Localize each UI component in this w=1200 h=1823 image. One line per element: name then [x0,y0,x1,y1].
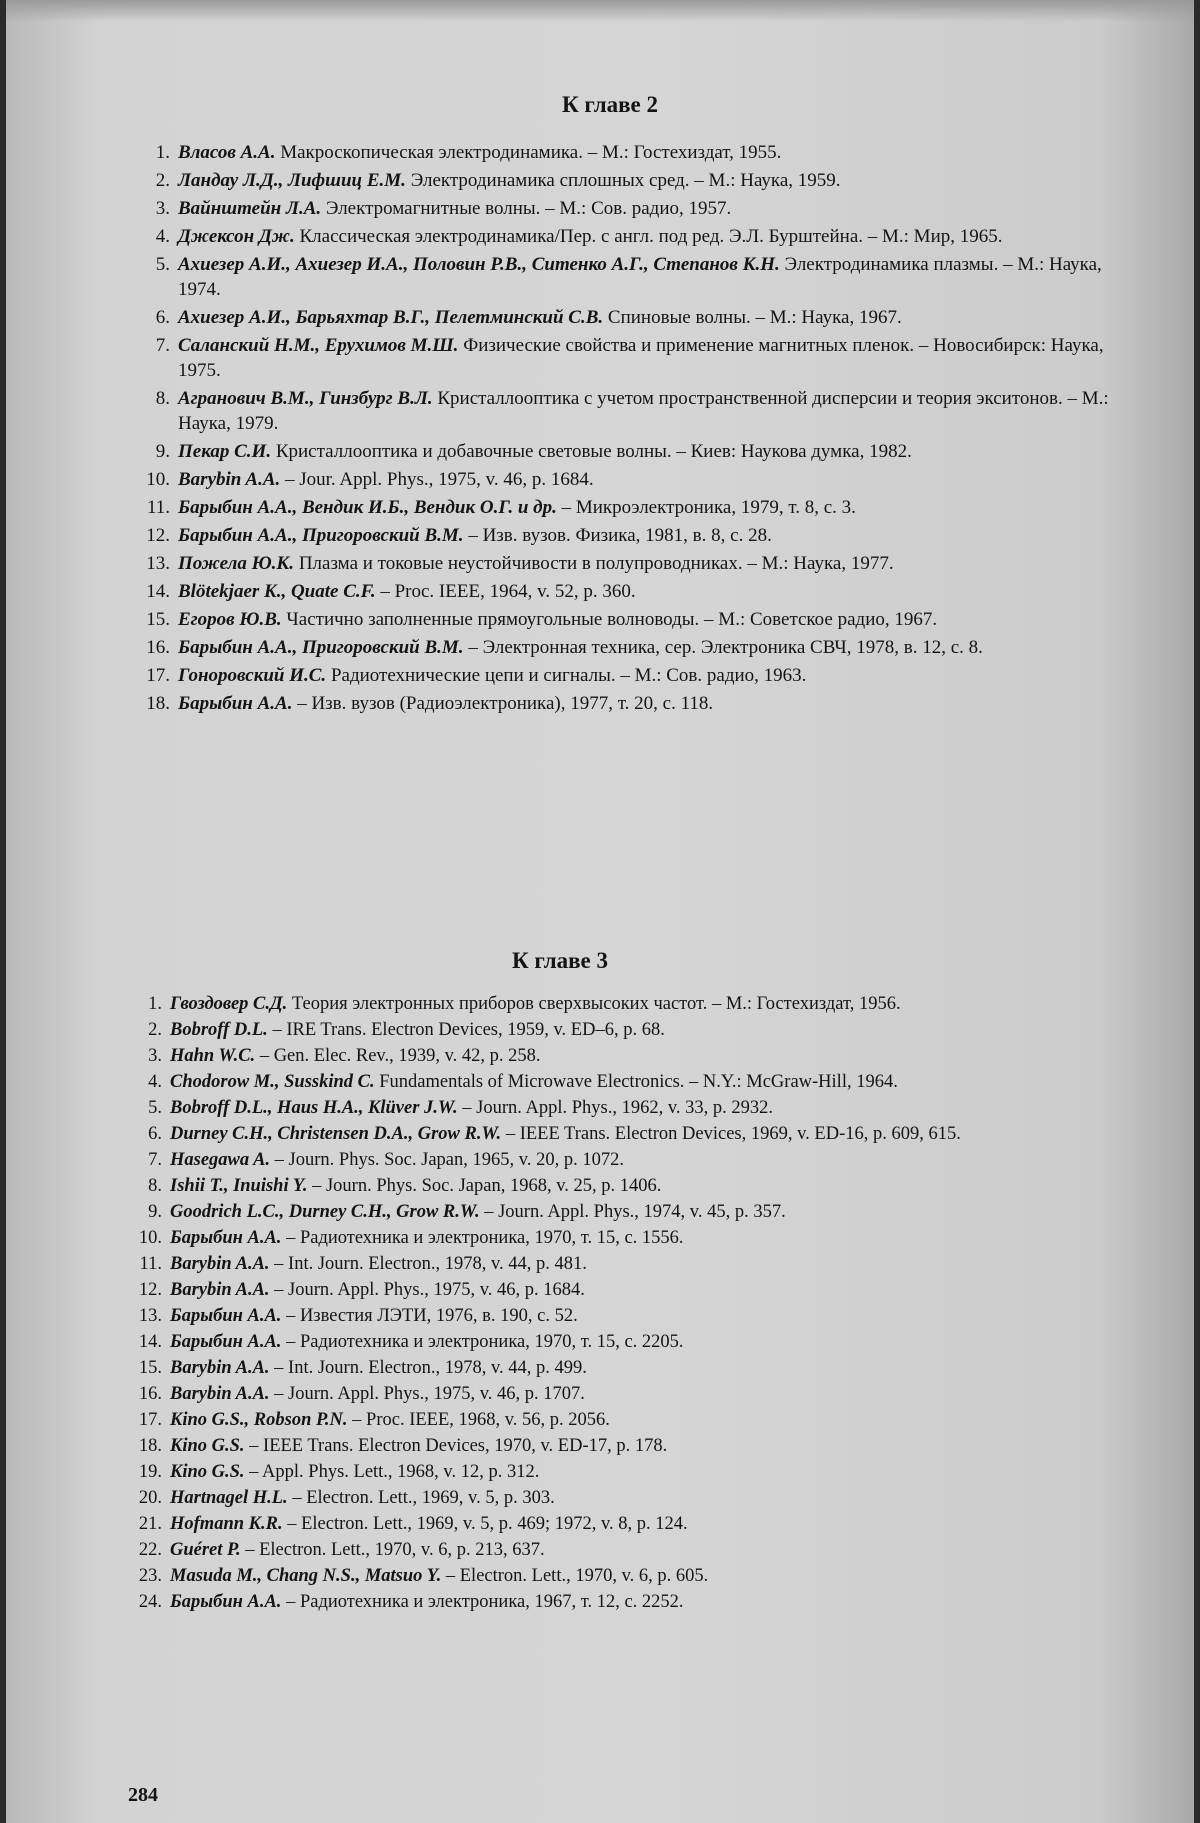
reference-authors: Hasegawa A. [170,1150,271,1170]
reference-item [118,1408,1128,1432]
reference-text: – Journ. Appl. Phys., 1974, v. 45, p. 357. [479,1202,786,1222]
reference-text: – Int. Journ. Electron., 1978, v. 44, p. 481. [269,1254,587,1274]
reference-authors: Chodorow M., Susskind C. [170,1072,375,1092]
reference-number: 4. [148,1072,162,1092]
reference-item [118,1564,1128,1588]
reference-text: – Electron. Lett., 1970, v. 6, p. 605. [441,1566,709,1586]
reference-text: Электродинамика сплошных сред. – М.: Наука, 1959. [405,170,841,191]
reference-authors: Bobroff D.L., Haus H.A., Klüver J.W. [170,1098,458,1118]
reference-authors: Барыбин А.А., Пригоровский В.М. [178,525,464,546]
reference-text: Электромагнитные волны. – М.: Сов. радио, 1957. [321,198,732,219]
reference-text: – Proc. IEEE, 1968, v. 56, p. 2056. [347,1410,610,1430]
reference-item [118,1070,1128,1094]
reference-number: 16. [138,1384,162,1404]
reference-item [118,1538,1128,1562]
reference-text: – Electron. Lett., 1970, v. 6, p. 213, 637. [240,1540,545,1560]
reference-number: 22. [138,1540,162,1560]
reference-number: 1. [155,142,170,163]
reference-number: 14. [138,1332,162,1352]
reference-number: 10. [146,469,170,490]
reference-text: – Радиотехника и электроника, 1970, т. 15, с. 1556. [281,1228,684,1248]
reference-text: Кристаллооптика с учетом пространственной дисперсии и теория экситонов. – М.: Наука, 1979. [178,388,1109,434]
reference-item [118,1278,1128,1302]
section-heading: К главе 2 [562,92,658,117]
reference-authors: Blötekjaer K., Quate C.F. [178,581,376,602]
reference-text: Частично заполненные прямоугольные волноводы. – М.: Советское радио, 1967. [281,609,938,630]
section-chapter-3 [6,948,1194,1616]
reference-authors: Ахиезер А.И., Барьяхтар В.Г., Пелетминский С.В. [178,307,604,328]
reference-item [126,386,1136,436]
reference-number: 6. [155,307,170,328]
reference-text: Спиновые волны. – М.: Наука, 1967. [603,307,902,328]
reference-number: 18. [138,1436,162,1456]
reference-item [126,305,1136,330]
reference-number: 15. [138,1358,162,1378]
reference-number: 12. [138,1280,162,1300]
reference-item [126,439,1136,464]
reference-number: 13. [146,553,170,574]
reference-item [126,196,1136,221]
reference-authors: Барыбин А.А. [170,1332,282,1352]
reference-authors: Вайнштейн Л.А. [178,198,322,219]
reference-authors: Джексон Дж. [178,226,295,247]
reference-text: – Electron. Lett., 1969, v. 5, p. 303. [287,1488,555,1508]
reference-text: – Journ. Appl. Phys., 1975, v. 46, p. 1707. [269,1384,585,1404]
reference-authors: Hofmann K.R. [170,1514,283,1534]
reference-item [126,333,1136,383]
reference-authors: Саланский Н.М., Ерухимов М.Ш. [178,335,459,356]
reference-authors: Барыбин А.А., Пригоровский В.М. [178,637,464,658]
reference-number: 21. [138,1514,162,1534]
reference-item [126,579,1136,604]
reference-list [118,992,1128,1614]
reference-item [118,1122,1128,1146]
reference-text: Кристаллооптика и добавочные световые волны. – Киев: Наукова думка, 1982. [271,441,912,462]
reference-number: 17. [146,665,170,686]
reference-number: 13. [138,1306,162,1326]
reference-item [118,1044,1128,1068]
reference-text: – Journ. Phys. Soc. Japan, 1965, v. 20, p. 1072. [270,1150,624,1170]
reference-authors: Barybin A.A. [178,469,281,490]
reference-item [118,1252,1128,1276]
reference-authors: Barybin A.A. [170,1358,270,1378]
reference-number: 9. [148,1202,162,1222]
reference-authors: Барыбин А.А. [178,693,293,714]
reference-authors: Ishii T., Inuishi Y. [170,1176,308,1196]
reference-item [118,1174,1128,1198]
reference-item [118,1486,1128,1510]
reference-text: Физические свойства и применение магнитных пленок. – Новосибирск: Наука, 1975. [178,335,1104,381]
reference-text: – Изв. вузов (Радиоэлектроника), 1977, т. 20, с. 118. [292,693,714,714]
reference-authors: Гоноровский И.С. [178,665,327,686]
reference-authors: Барыбин А.А., Вендик И.Б., Вендик О.Г. и др. [178,497,557,518]
reference-text: – Радиотехника и электроника, 1967, т. 12, с. 2252. [281,1592,684,1612]
reference-text: – Proc. IEEE, 1964, v. 52, p. 360. [375,581,636,602]
reference-number: 3. [148,1046,162,1066]
book-page [6,0,1194,1823]
reference-authors: Kino G.S. [170,1462,245,1482]
reference-text: – Appl. Phys. Lett., 1968, v. 12, p. 312. [244,1462,540,1482]
reference-number: 19. [138,1462,162,1482]
reference-item [126,523,1136,548]
reference-text: – Journ. Appl. Phys., 1975, v. 46, p. 1684. [269,1280,585,1300]
reference-item [118,1460,1128,1484]
reference-item [126,140,1136,165]
section-chapter-2 [6,92,1194,719]
reference-authors: Hartnagel H.L. [170,1488,288,1508]
reference-number: 11. [146,497,170,518]
reference-number: 5. [148,1098,162,1118]
reference-item [126,495,1136,520]
reference-item [118,1200,1128,1224]
reference-item [126,691,1136,716]
reference-authors: Барыбин А.А. [170,1592,282,1612]
reference-authors: Barybin A.A. [170,1384,270,1404]
reference-text: Радиотехнические цепи и сигналы. – М.: Сов. радио, 1963. [326,665,807,686]
reference-number: 24. [138,1592,162,1612]
reference-item [126,635,1136,660]
reference-authors: Пожела Ю.К. [178,553,295,574]
reference-authors: Барыбин А.А. [170,1228,282,1248]
reference-authors: Гвоздовер С.Д. [170,994,288,1014]
reference-number: 2. [148,1020,162,1040]
reference-item [126,467,1136,492]
reference-text: – IRE Trans. Electron Devices, 1959, v. ED–6, p. 68. [267,1020,665,1040]
reference-text: – Electron. Lett., 1969, v. 5, p. 469; 1972, v. 8, p. 124. [282,1514,688,1534]
reference-item [126,224,1136,249]
reference-authors: Барыбин А.А. [170,1306,282,1326]
reference-number: 23. [138,1566,162,1586]
reference-number: 8. [148,1176,162,1196]
reference-item [118,1304,1128,1328]
reference-item [118,1512,1128,1536]
reference-text: Плазма и токовые неустойчивости в полупроводниках. – М.: Наука, 1977. [294,553,894,574]
reference-text: – Int. Journ. Electron., 1978, v. 44, p. 499. [269,1358,587,1378]
reference-text: – Известия ЛЭТИ, 1976, в. 190, с. 52. [281,1306,578,1326]
reference-text: – Электронная техника, сер. Электроника СВЧ, 1978, в. 12, с. 8. [463,637,983,658]
reference-authors: Goodrich L.C., Durney C.H., Grow R.W. [170,1202,480,1222]
reference-text: – Jour. Appl. Phys., 1975, v. 46, p. 1684. [280,469,594,490]
reference-text: – Journ. Phys. Soc. Japan, 1968, v. 25, p. 1406. [307,1176,662,1196]
reference-text: – Микроэлектроника, 1979, т. 8, с. 3. [556,497,856,518]
reference-number: 10. [138,1228,162,1248]
reference-authors: Barybin A.A. [170,1280,270,1300]
reference-item [118,1356,1128,1380]
reference-item [118,1330,1128,1354]
reference-item [118,992,1128,1016]
section-heading: К главе 3 [512,948,608,973]
reference-number: 7. [155,335,170,356]
reference-item [118,1096,1128,1120]
reference-text: Классическая электродинамика/Пер. с англ. под ред. Э.Л. Бурштейна. – М.: Мир, 1965. [294,226,1003,247]
reference-number: 5. [155,254,170,275]
reference-item [126,663,1136,688]
reference-item [126,607,1136,632]
reference-text: – Радиотехника и электроника, 1970, т. 15, с. 2205. [281,1332,684,1352]
reference-item [118,1382,1128,1406]
reference-text: – Journ. Appl. Phys., 1962, v. 33, p. 2932. [457,1098,774,1118]
reference-number: 11. [139,1254,162,1274]
reference-number: 18. [146,693,170,714]
reference-authors: Ахиезер А.И., Ахиезер И.А., Половин Р.В., Ситенко А.Г., Степанов К.Н. [178,254,780,275]
reference-number: 1. [148,994,162,1014]
reference-item [118,1226,1128,1250]
reference-item [118,1148,1128,1172]
reference-number: 14. [146,581,170,602]
reference-item [118,1018,1128,1042]
reference-authors: Пекар С.И. [178,441,272,462]
reference-text: Электродинамика плазмы. – М.: Наука, 1974. [178,254,1102,300]
reference-authors: Masuda M., Chang N.S., Matsuo Y. [170,1566,442,1586]
reference-authors: Kino G.S., Robson P.N. [170,1410,348,1430]
reference-number: 8. [155,388,170,409]
reference-number: 17. [138,1410,162,1430]
reference-number: 7. [148,1150,162,1170]
reference-authors: Власов А.А. [178,142,276,163]
reference-number: 2. [155,170,170,191]
reference-authors: Hahn W.C. [170,1046,256,1066]
reference-list [126,140,1136,716]
reference-authors: Bobroff D.L. [170,1020,268,1040]
reference-item [118,1590,1128,1614]
reference-authors: Ландау Л.Д., Лифшиц Е.М. [178,170,406,191]
reference-number: 4. [155,226,170,247]
reference-authors: Агранович В.М., Гинзбург В.Л. [178,388,433,409]
reference-text: Теория электронных приборов сверхвысоких частот. – М.: Гостехиздат, 1956. [287,994,901,1014]
reference-text: – IEEE Trans. Electron Devices, 1969, v. ED-16, p. 609, 615. [501,1124,961,1144]
reference-item [118,1434,1128,1458]
reference-number: 20. [138,1488,162,1508]
page-number: 284 [128,1784,158,1806]
reference-authors: Guéret P. [170,1540,241,1560]
reference-number: 16. [146,637,170,658]
reference-authors: Durney C.H., Christensen D.A., Grow R.W. [170,1124,502,1144]
reference-authors: Егоров Ю.В. [178,609,282,630]
reference-text: – Изв. вузов. Физика, 1981, в. 8, с. 28. [463,525,772,546]
reference-authors: Kino G.S. [170,1436,245,1456]
reference-text: Fundamentals of Microwave Electronics. – N.Y.: McGraw-Hill, 1964. [374,1072,898,1092]
reference-text: – IEEE Trans. Electron Devices, 1970, v. ED-17, p. 178. [244,1436,668,1456]
reference-number: 6. [148,1124,162,1144]
reference-item [126,551,1136,576]
reference-number: 3. [155,198,170,219]
reference-item [126,168,1136,193]
reference-number: 9. [155,441,170,462]
reference-text: Макроскопическая электродинамика. – М.: Гостехиздат, 1955. [275,142,782,163]
reference-number: 12. [146,525,170,546]
reference-text: – Gen. Elec. Rev., 1939, v. 42, p. 258. [255,1046,541,1066]
reference-number: 15. [146,609,170,630]
reference-item [126,252,1136,302]
reference-authors: Barybin A.A. [170,1254,270,1274]
